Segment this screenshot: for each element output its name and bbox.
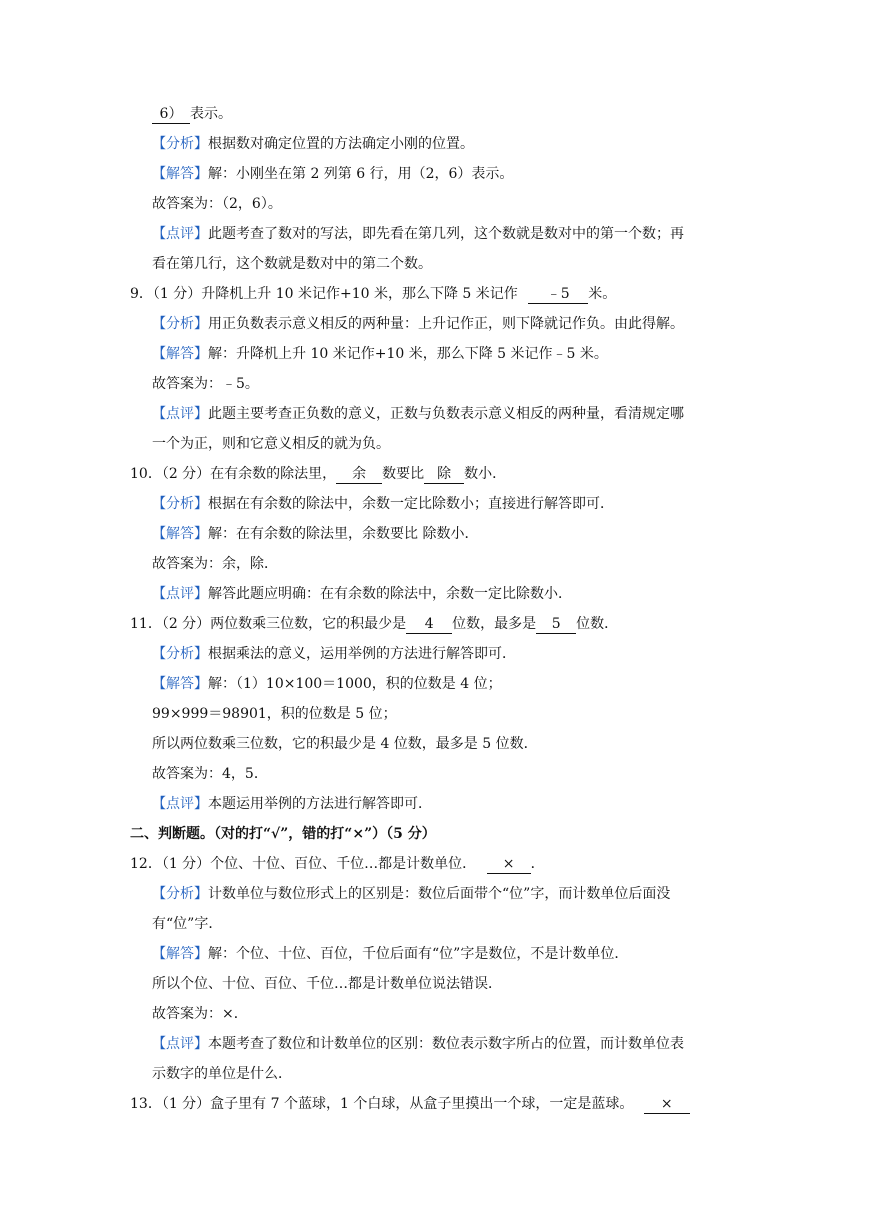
q12-answer-blank: ×: [487, 855, 531, 874]
q8-continuation: [152, 104, 232, 124]
q12-comment: 【点评】本题考查了数位和计数单位的区别：数位表示数字所占的位置，而计数单位表: [152, 1036, 684, 1052]
q9-analysis: 【分析】用正负数表示意义相反的两种量：上升记作正，则下降就记作负。由此得解。: [152, 316, 684, 332]
q12-stem: 12．（1 分）个位、十位、百位、千位…都是计数单位． × ．: [130, 856, 545, 872]
analysis-label: 【分析】: [152, 316, 208, 332]
comment-label: 【点评】: [152, 1036, 208, 1052]
q10-answer-blank-1: 余: [336, 465, 382, 484]
analysis-label: 【分析】: [152, 136, 208, 152]
q9-stem: 9．（1 分）升降机上升 10 米记作+10 米，那么下降 5 米记作 ﹣5 米。: [130, 286, 617, 302]
comment-label: 【点评】: [152, 796, 208, 812]
q10-comment: 【点评】解答此题应明确：在有余数的除法中，余数一定比除数小．: [152, 586, 572, 602]
q9-answer-blank: ﹣5: [528, 285, 588, 304]
analysis-label: 【分析】: [152, 496, 208, 512]
comment-label: 【点评】: [152, 406, 208, 422]
q11-answer: 【解答】解：（1）10×100＝1000，积的位数是 4 位；: [152, 676, 502, 692]
q10-stem: 10．（2 分）在有余数的除法里， 余 数要比 除 数小．: [130, 466, 507, 482]
q8-continuation-text: 表示。: [190, 106, 232, 122]
q12-answer-line-2: 所以个位、十位、百位、千位…都是计数单位说法错误．: [152, 976, 502, 992]
q11-answer-blank-2: 5: [536, 615, 576, 634]
q10-answer: 【解答】解：在有余数的除法里，余数要比 除数小．: [152, 526, 479, 542]
q12-answer: 【解答】解：个位、十位、百位，千位后面有“位”字是数位，不是计数单位．: [152, 946, 629, 962]
q12-comment-cont: 示数字的单位是什么．: [152, 1066, 292, 1082]
analysis-label: 【分析】: [152, 886, 208, 902]
answer-label: 【解答】: [152, 166, 208, 182]
answer-label: 【解答】: [152, 946, 208, 962]
q12-analysis: 【分析】计数单位与数位形式上的区别是：数位后面带个“位”字，而计数单位后面没: [152, 886, 671, 902]
answer-label: 【解答】: [152, 676, 208, 692]
q8-comment: 【点评】此题考查了数对的写法，即先看在第几列，这个数就是数对中的第一个数；再: [152, 226, 684, 242]
answer-label: 【解答】: [152, 346, 208, 362]
q13-stem: 13．（1 分）盒子里有 7 个蓝球，1 个白球，从盒子里摸出一个球，一定是蓝球。 ×: [130, 1094, 690, 1114]
q8-comment-cont: 看在第几行，这个数就是数对中的第二个数。: [152, 256, 432, 272]
q8-analysis: 【分析】根据数对确定位置的方法确定小刚的位置。: [152, 136, 474, 152]
q12-analysis-cont: 有“位”字．: [152, 916, 223, 932]
analysis-label: 【分析】: [152, 646, 208, 662]
q12-result: 故答案为：×．: [152, 1006, 248, 1022]
q9-result: 故答案为：﹣5。: [152, 376, 259, 392]
q9-answer: 【解答】解：升降机上升 10 米记作+10 米，那么下降 5 米记作﹣5 米。: [152, 346, 608, 362]
q8-result: 故答案为：（2，6）。: [152, 196, 282, 212]
q8-answer: 【解答】解：小刚坐在第 2 列第 6 行，用（2，6）表示。: [152, 166, 514, 182]
q9-comment-cont: 一个为正，则和它意义相反的就为负。: [152, 436, 390, 452]
comment-label: 【点评】: [152, 586, 208, 602]
q9-comment: 【点评】此题主要考查正负数的意义，正数与负数表示意义相反的两种量，看清规定哪: [152, 406, 684, 422]
q13-answer-blank: ×: [644, 1095, 690, 1114]
q11-stem: 11．（2 分）两位数乘三位数，它的积最少是 4 位数，最多是 5 位数．: [130, 616, 619, 632]
q10-result: 故答案为：余，除．: [152, 556, 278, 572]
q11-comment: 【点评】本题运用举例的方法进行解答即可．: [152, 796, 432, 812]
q10-analysis: 【分析】根据在有余数的除法中，余数一定比除数小；直接进行解答即可．: [152, 496, 614, 512]
q10-answer-blank-2: 除: [424, 465, 464, 484]
q8-answer-blank-tail: 6）: [152, 105, 190, 124]
q11-answer-blank-1: 4: [406, 615, 452, 634]
q11-answer-line-2: 99×999＝98901，积的位数是 5 位；: [152, 706, 397, 722]
answer-label: 【解答】: [152, 526, 208, 542]
comment-label: 【点评】: [152, 226, 208, 242]
q11-analysis: 【分析】根据乘法的意义，运用举例的方法进行解答即可．: [152, 646, 516, 662]
q11-result: 故答案为：4，5．: [152, 766, 268, 782]
section-heading: 二、判断题。（对的打“√”，错的打“×”）（5 分）: [130, 826, 436, 842]
q11-answer-line-3: 所以两位数乘三位数，它的积最少是 4 位数，最多是 5 位数．: [152, 736, 538, 752]
